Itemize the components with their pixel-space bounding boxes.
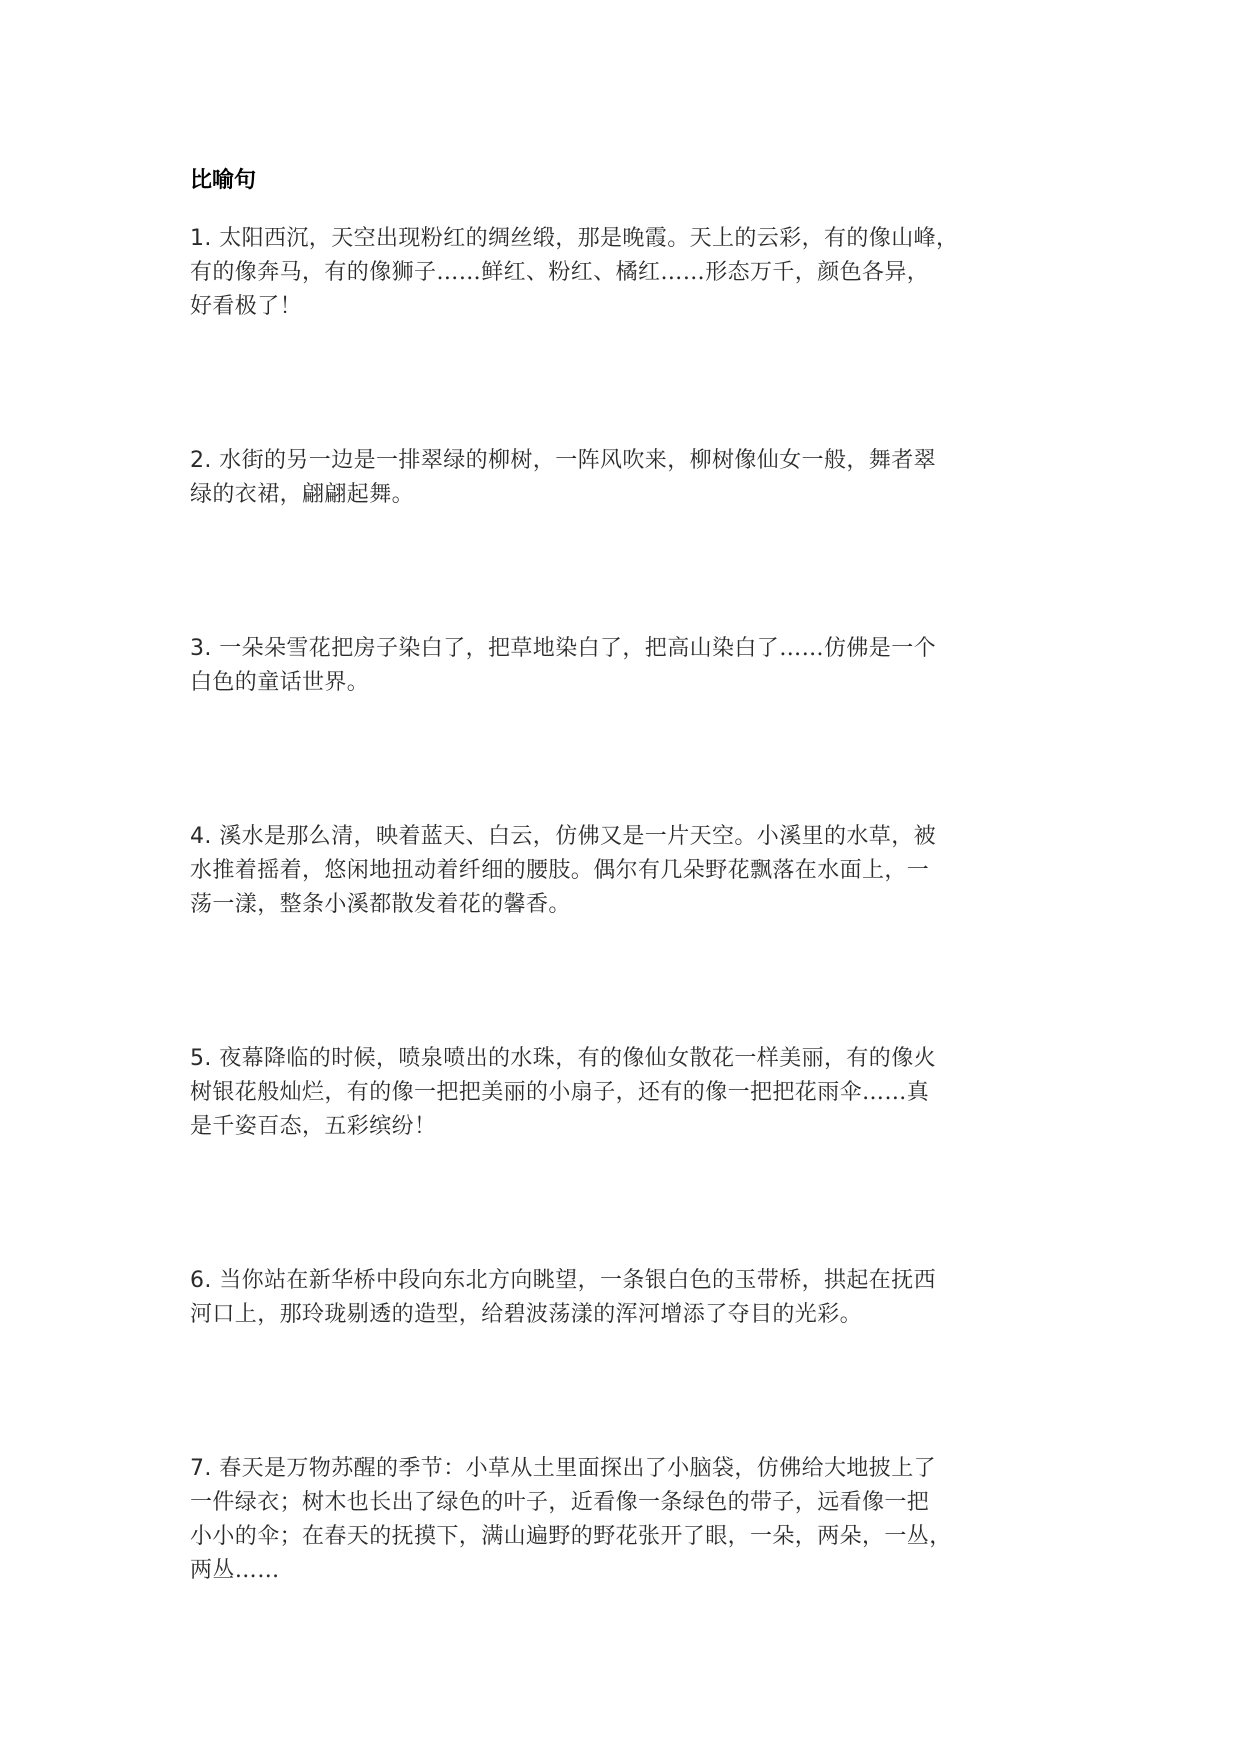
item-number: 4. (190, 824, 220, 849)
page-title: 比喻句 (190, 168, 257, 193)
item-text: 水街的另一边是一排翠绿的柳树，一阵风吹来，柳树像仙女一般，舞者翠 (219, 448, 936, 473)
item-line: 荡一漾，整条小溪都散发着花的馨香。 (190, 892, 571, 917)
sentence-item-6 (190, 1264, 1070, 1332)
item-line: 水推着摇着，悠闲地扭动着纤细的腰肢。偶尔有几朵野花飘落在水面上，一 (190, 858, 930, 883)
sentence-item-5 (190, 1042, 1070, 1144)
sentence-item-1 (190, 222, 1070, 324)
item-text: 太阳西沉，天空出现粉红的绸丝缎，那是晚霞。天上的云彩，有的像山峰， (219, 226, 959, 251)
item-line: 一件绿衣；树木也长出了绿色的叶子，近看像一条绿色的带子，远看像一把 (190, 1490, 930, 1515)
sentence-item-4 (190, 820, 1070, 922)
item-line: 树银花般灿烂，有的像一把把美丽的小扇子，还有的像一把把花雨伞……真 (190, 1080, 930, 1105)
item-line (190, 1042, 1070, 1076)
item-text: 一朵朵雪花把房子染白了，把草地染白了，把高山染白了……仿佛是一个 (219, 636, 936, 661)
item-text: 春天是万物苏醒的季节：小草从土里面探出了小脑袋，仿佛给大地披上了 (219, 1456, 936, 1481)
item-line (190, 1264, 1070, 1298)
item-number: 3. (190, 636, 220, 661)
item-text: 当你站在新华桥中段向东北方向眺望，一条银白色的玉带桥，拱起在抚西 (219, 1268, 936, 1293)
item-number: 2. (190, 448, 220, 473)
item-line (190, 820, 1070, 854)
item-line: 绿的衣裙，翩翩起舞。 (190, 482, 415, 507)
item-line (190, 632, 1070, 666)
item-line: 有的像奔马，有的像狮子……鲜红、粉红、橘红……形态万千，颜色各异， (190, 260, 930, 285)
item-line: 是千姿百态，五彩缤纷！ (190, 1114, 437, 1139)
item-number: 7. (190, 1456, 220, 1481)
item-line: 白色的童话世界。 (190, 670, 370, 695)
item-number: 1. (190, 226, 220, 251)
item-line: 河口上，那玲珑剔透的造型，给碧波荡漾的浑河增添了夺目的光彩。 (190, 1302, 863, 1327)
sentence-item-2 (190, 444, 1070, 512)
item-line: 好看极了！ (190, 294, 303, 319)
item-text: 溪水是那么清，映着蓝天、白云，仿佛又是一片天空。小溪里的水草，被 (219, 824, 936, 849)
item-line (190, 1452, 1070, 1486)
item-number: 5. (190, 1046, 220, 1071)
sentence-item-7 (190, 1452, 1070, 1588)
item-line (190, 222, 1070, 256)
item-text: 夜幕降临的时候，喷泉喷出的水珠，有的像仙女散花一样美丽，有的像火 (219, 1046, 936, 1071)
item-line: 两丛…… (190, 1558, 280, 1583)
item-number: 6. (190, 1268, 220, 1293)
sentence-item-3 (190, 632, 1070, 700)
item-line (190, 444, 1070, 478)
item-line: 小小的伞；在春天的抚摸下，满山遍野的野花张开了眼，一朵，两朵，一丛， (190, 1524, 952, 1549)
